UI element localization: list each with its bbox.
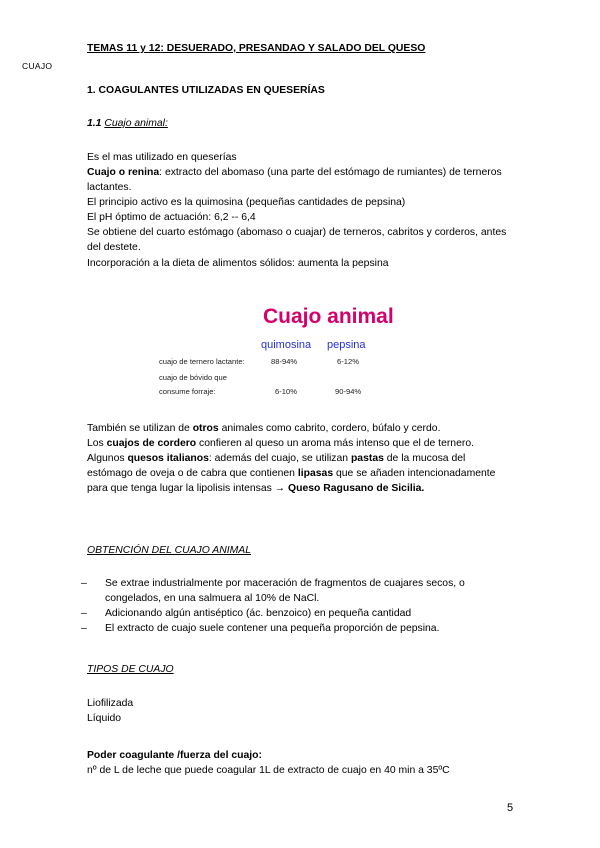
- list-item: Liofilizada: [87, 698, 134, 709]
- poder-text: nº de L de leche que puede coagular 1L de extracto de cuajo en 40 min a 35ºC: [87, 765, 450, 777]
- list-item: – Se extrae industrialmente por maceración de fragmentos de cuajares secos, o congelados, en una salmuera al 10% de NaCl.: [87, 576, 512, 606]
- figure-col-pepsina: pepsina: [327, 339, 366, 351]
- section-heading-1: 1. COAGULANTES UTILIZADAS EN QUESERÍAS: [87, 85, 325, 96]
- intro-line: El principio activo es la quimosina (pequeñas cantidades de pepsina): [87, 197, 406, 209]
- figure-row2-quimosina: 6-10%: [275, 387, 297, 396]
- obtencion-heading: OBTENCIÓN DEL CUAJO ANIMAL: [87, 545, 251, 556]
- figure-row2-pepsina: 90-94%: [335, 387, 362, 396]
- arrow-icon: →: [274, 483, 286, 495]
- subsection-number: 1.1: [87, 118, 102, 129]
- intro-line: Es el mas utilizado en queserías: [87, 152, 237, 163]
- tipos-list: [87, 696, 512, 726]
- paragraph: También se utilizan de otros animales como cabrito, cordero, búfalo y cerdo.: [87, 423, 441, 434]
- intro-line: El pH óptimo de actuación: 6,2 -- 6,4: [87, 212, 256, 224]
- tipos-heading: TIPOS DE CUAJO: [87, 664, 174, 675]
- obtencion-list: [87, 576, 512, 636]
- page-title: [87, 41, 425, 56]
- figure-row1-label: cuajo de ternero lactante:: [159, 357, 245, 366]
- figure-row1-quimosina: 88-94%: [271, 357, 298, 366]
- poder-heading: Poder coagulante /fuerza del cuajo:: [87, 750, 262, 761]
- intro-block: [87, 150, 512, 271]
- figure-row2-label-a: cuajo de bóvido que: [159, 373, 227, 382]
- page-number: 5: [507, 802, 514, 814]
- figure-row2-label-b: consume forraje:: [159, 387, 216, 396]
- paragraph: Los cuajos de cordero confieren al queso un aroma más intenso que el de ternero.: [87, 438, 474, 450]
- others-block: [87, 421, 512, 496]
- list-item: – El extracto de cuajo suele contener una pequeña proporción de pepsina.: [87, 621, 512, 636]
- figure-col-quimosina: quimosina: [261, 339, 312, 351]
- list-item: Líquido: [87, 713, 122, 725]
- subsection-text: Cuajo animal:: [104, 118, 168, 129]
- margin-note: CUAJO: [22, 61, 53, 71]
- intro-line: Cuajo o renina: extracto del abomaso (una parte del estómago de rumiantes) de terneros lactantes.: [87, 167, 502, 194]
- poder-block: [87, 748, 512, 778]
- list-item: – Adicionando algún antiséptico (ác. benzoico) en pequeña cantidad: [87, 606, 512, 621]
- title-prefix: TEMAS 11 y 12: [87, 43, 161, 54]
- paragraph: Algunos quesos italianos: además del cuajo, se utilizan pastas de la mucosa del estómago de oveja o de cabra que contienen lipasas que se añaden intencionadamente para que tenga lugar la lipolisis intensas → Queso Ragusano de Sicilia.: [87, 453, 496, 495]
- figure-title: Cuajo animal: [263, 305, 394, 328]
- figure-row1-pepsina: 6-12%: [337, 357, 359, 366]
- intro-line: Se obtiene del cuarto estómago (abomaso o cuajar) de terneros, cabritos y corderos, antes del destete.: [87, 227, 507, 254]
- cuajo-figure: [155, 302, 455, 414]
- title-rest: : DESUERADO, PRESANDAO Y SALADO DEL QUESO: [160, 43, 426, 54]
- intro-line: Incorporación a la dieta de alimentos sólidos: aumenta la pepsina: [87, 257, 389, 269]
- subsection-heading: [87, 116, 168, 131]
